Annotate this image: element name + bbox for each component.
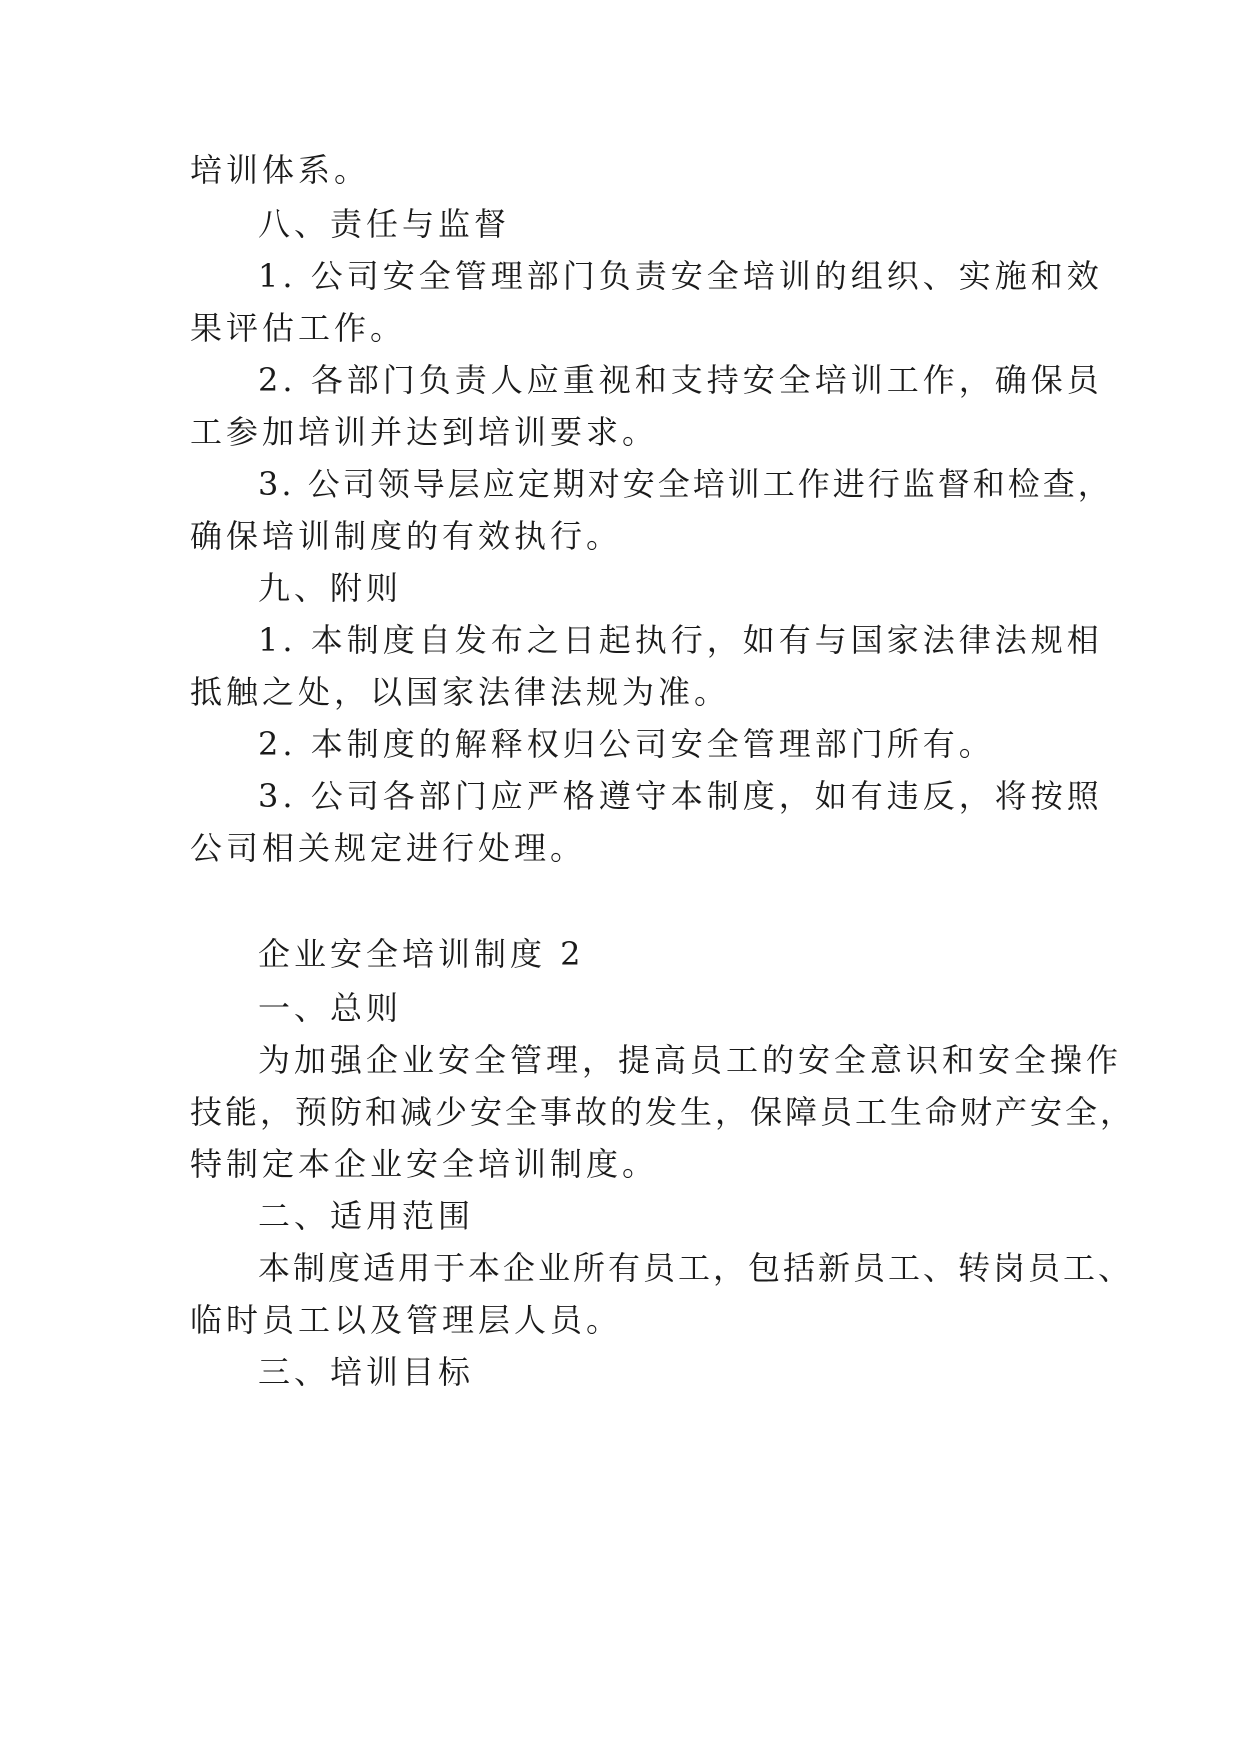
section-heading: 三、培训目标 (258, 1353, 475, 1391)
paragraph-line: 工参加培训并达到培训要求。 (190, 413, 659, 451)
paragraph-line: 2. 各部门负责人应重视和支持安全培训工作，确保员 (258, 361, 1103, 399)
paragraph-line: 为加强企业安全管理，提高员工的安全意识和安全操作 (258, 1041, 1123, 1079)
paragraph-line: 3. 公司各部门应严格遵守本制度，如有违反，将按照 (258, 777, 1103, 815)
section-heading: 九、附则 (258, 569, 403, 607)
paragraph-line: 技能，预防和减少安全事故的发生，保障员工生命财产安全， (190, 1093, 1136, 1131)
paragraph-line: 2. 本制度的解释权归公司安全管理部门所有。 (258, 725, 995, 763)
paragraph-line: 确保培训制度的有效执行。 (190, 517, 623, 555)
paragraph-line: 临时员工以及管理层人员。 (190, 1301, 623, 1339)
paragraph-line: 果评估工作。 (190, 309, 407, 347)
section-heading: 八、责任与监督 (258, 205, 511, 243)
paragraph-line: 3. 公司领导层应定期对安全培训工作进行监督和检查， (258, 465, 1113, 503)
paragraph-line: 抵触之处，以国家法律法规为准。 (190, 673, 731, 711)
paragraph-line: 本制度适用于本企业所有员工，包括新员工、转岗员工、 (258, 1249, 1134, 1287)
document-title: 企业安全培训制度 2 (258, 935, 585, 973)
paragraph-line: 公司相关规定进行处理。 (190, 829, 587, 867)
section-heading: 一、总则 (258, 989, 403, 1027)
section-heading: 二、适用范围 (258, 1197, 475, 1235)
paragraph-line: 培训体系。 (190, 151, 371, 189)
paragraph-line: 1. 本制度自发布之日起执行，如有与国家法律法规相 (258, 621, 1103, 659)
paragraph-line: 1. 公司安全管理部门负责安全培训的组织、实施和效 (258, 257, 1103, 295)
paragraph-line: 特制定本企业安全培训制度。 (190, 1145, 659, 1183)
